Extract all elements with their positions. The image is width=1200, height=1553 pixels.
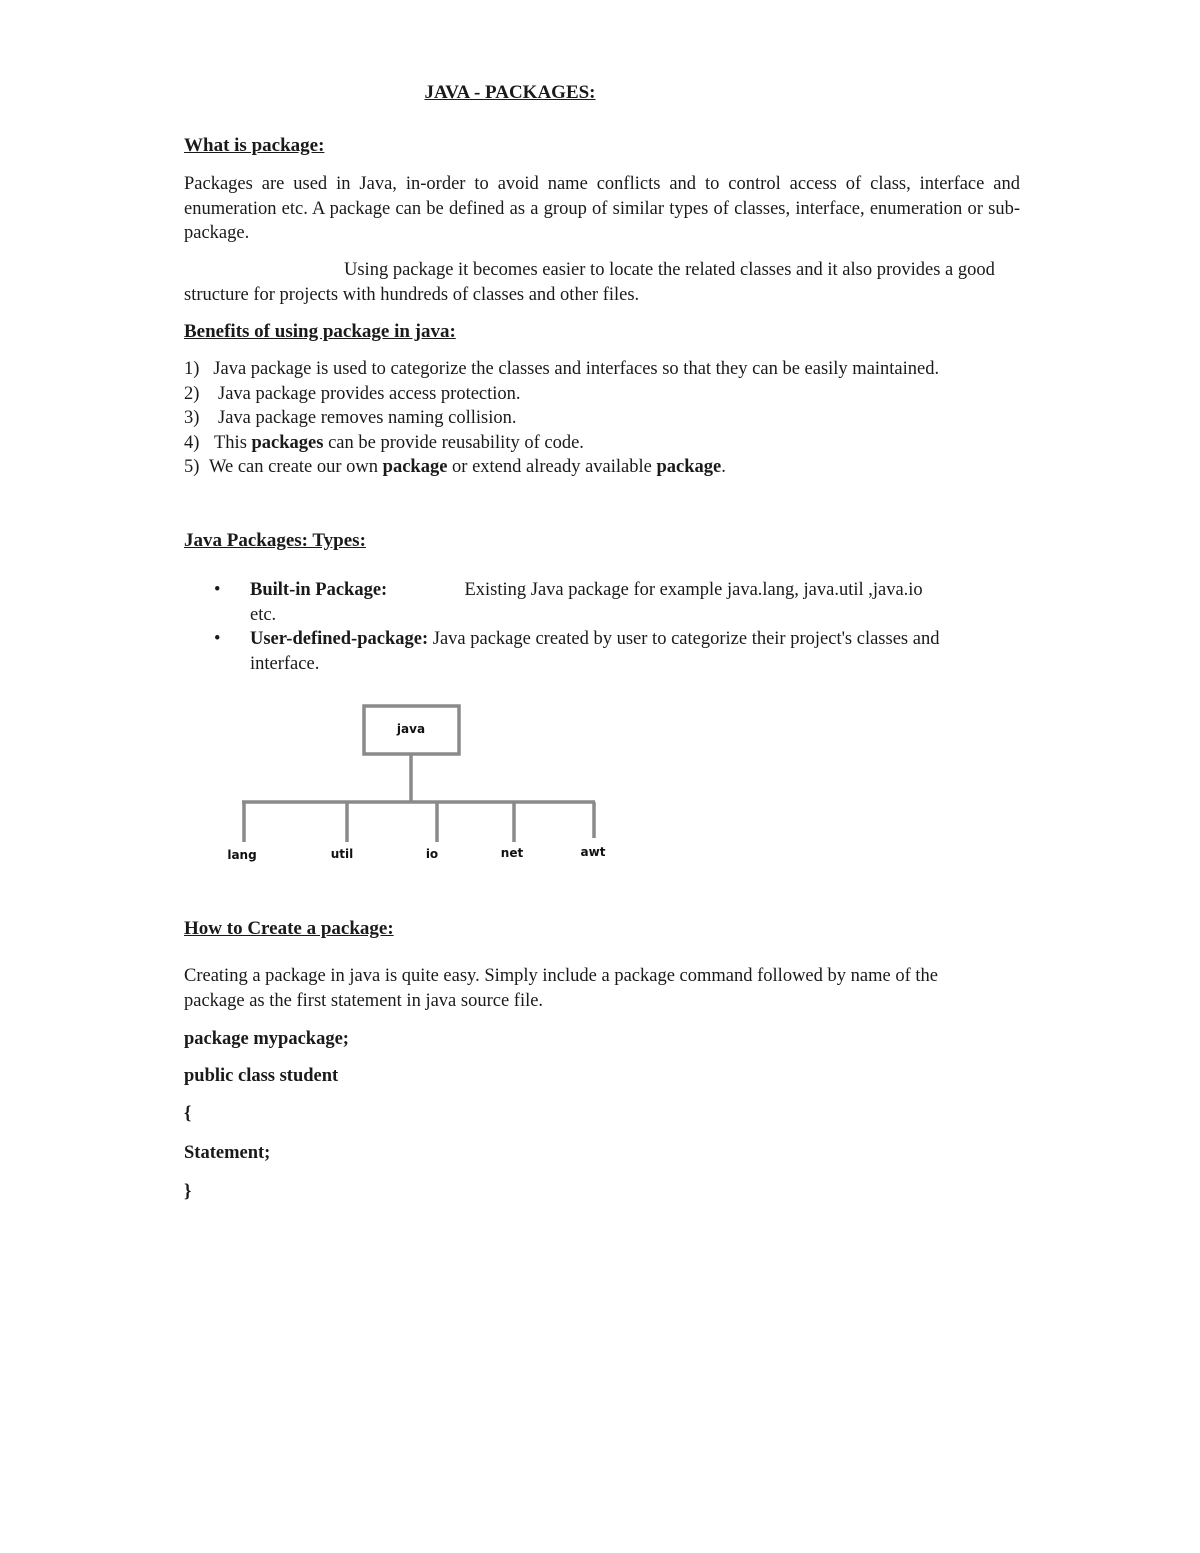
benefit-text-post: . xyxy=(721,457,726,477)
page-title: JAVA - PACKAGES: xyxy=(424,82,596,103)
benefits-heading: Benefits of using package in java: xyxy=(184,321,456,342)
benefit-item-5 xyxy=(184,455,984,480)
benefit-bold-word: package xyxy=(382,457,448,477)
benefit-number: 5) xyxy=(184,457,200,477)
create-heading: How to Create a package: xyxy=(184,918,394,939)
benefit-text: Java package is used to categorize the classes and interfaces so that they can be easily maintained. xyxy=(213,359,940,379)
benefit-item-4 xyxy=(184,431,984,456)
code-line-2: public class student xyxy=(184,1066,339,1086)
benefit-bold-word: packages xyxy=(251,432,324,453)
root-node-label: java xyxy=(396,722,426,736)
type-item-user-defined xyxy=(184,627,944,676)
type-item-builtin xyxy=(184,578,944,627)
benefit-text-mid: or extend already available xyxy=(447,457,657,477)
bullet-icon: • xyxy=(214,580,221,600)
benefit-text-pre: This xyxy=(214,432,252,453)
benefit-number: 2) xyxy=(184,383,200,404)
code-line-4: Statement; xyxy=(184,1143,271,1163)
benefit-bold-word-2: package xyxy=(656,457,722,477)
type-text: Existing Java package for example java.lang, java.util ,java.io etc. xyxy=(250,580,923,625)
types-list xyxy=(184,578,944,676)
code-line-1: package mypackage; xyxy=(184,1029,349,1049)
benefit-item-1 xyxy=(184,357,984,382)
child-node-net: net xyxy=(500,846,524,860)
type-label: User-defined-package: xyxy=(250,629,429,649)
types-heading: Java Packages: Types: xyxy=(184,530,366,551)
benefit-item-3 xyxy=(184,406,984,431)
code-line-3: { xyxy=(184,1104,192,1124)
child-node-io: io xyxy=(425,847,439,861)
create-paragraph: Creating a package in java is quite easy. Simply include a package command followed by name of the package as the first statement in java source file. xyxy=(184,966,938,1011)
code-line-5: } xyxy=(184,1182,192,1202)
child-node-awt: awt xyxy=(580,845,606,859)
benefit-text: Java package removes naming collision. xyxy=(218,408,517,428)
benefit-text: Java package provides access protection. xyxy=(218,383,521,404)
benefit-text-post: can be provide reusability of code. xyxy=(323,432,584,453)
bullet-icon: • xyxy=(214,629,221,649)
benefit-number: 4) xyxy=(184,432,200,453)
what-is-heading: What is package: xyxy=(184,135,325,156)
what-is-paragraph-1: Packages are used in Java, in-order to avoid name conflicts and to control access of class, interface and enumeration etc. A package can be defined as a group of similar types of classes, interface, enumeration or sub-package. xyxy=(184,174,1020,243)
benefit-number: 1) xyxy=(184,359,200,379)
type-text: Java package created by user to categorize their project's classes and interface. xyxy=(250,629,940,674)
benefit-text-pre: We can create our own xyxy=(209,457,383,477)
what-is-paragraph-2: Using package it becomes easier to locate the related classes and it also provides a good structure for projects with hundreds of classes and other files. xyxy=(184,260,995,305)
benefit-item-2 xyxy=(184,382,984,407)
child-node-lang: lang xyxy=(227,848,257,862)
child-node-util: util xyxy=(330,847,354,861)
package-tree-diagram xyxy=(220,700,620,870)
benefits-list xyxy=(184,357,984,480)
type-label: Built-in Package: xyxy=(250,580,388,600)
benefit-number: 3) xyxy=(184,408,200,428)
